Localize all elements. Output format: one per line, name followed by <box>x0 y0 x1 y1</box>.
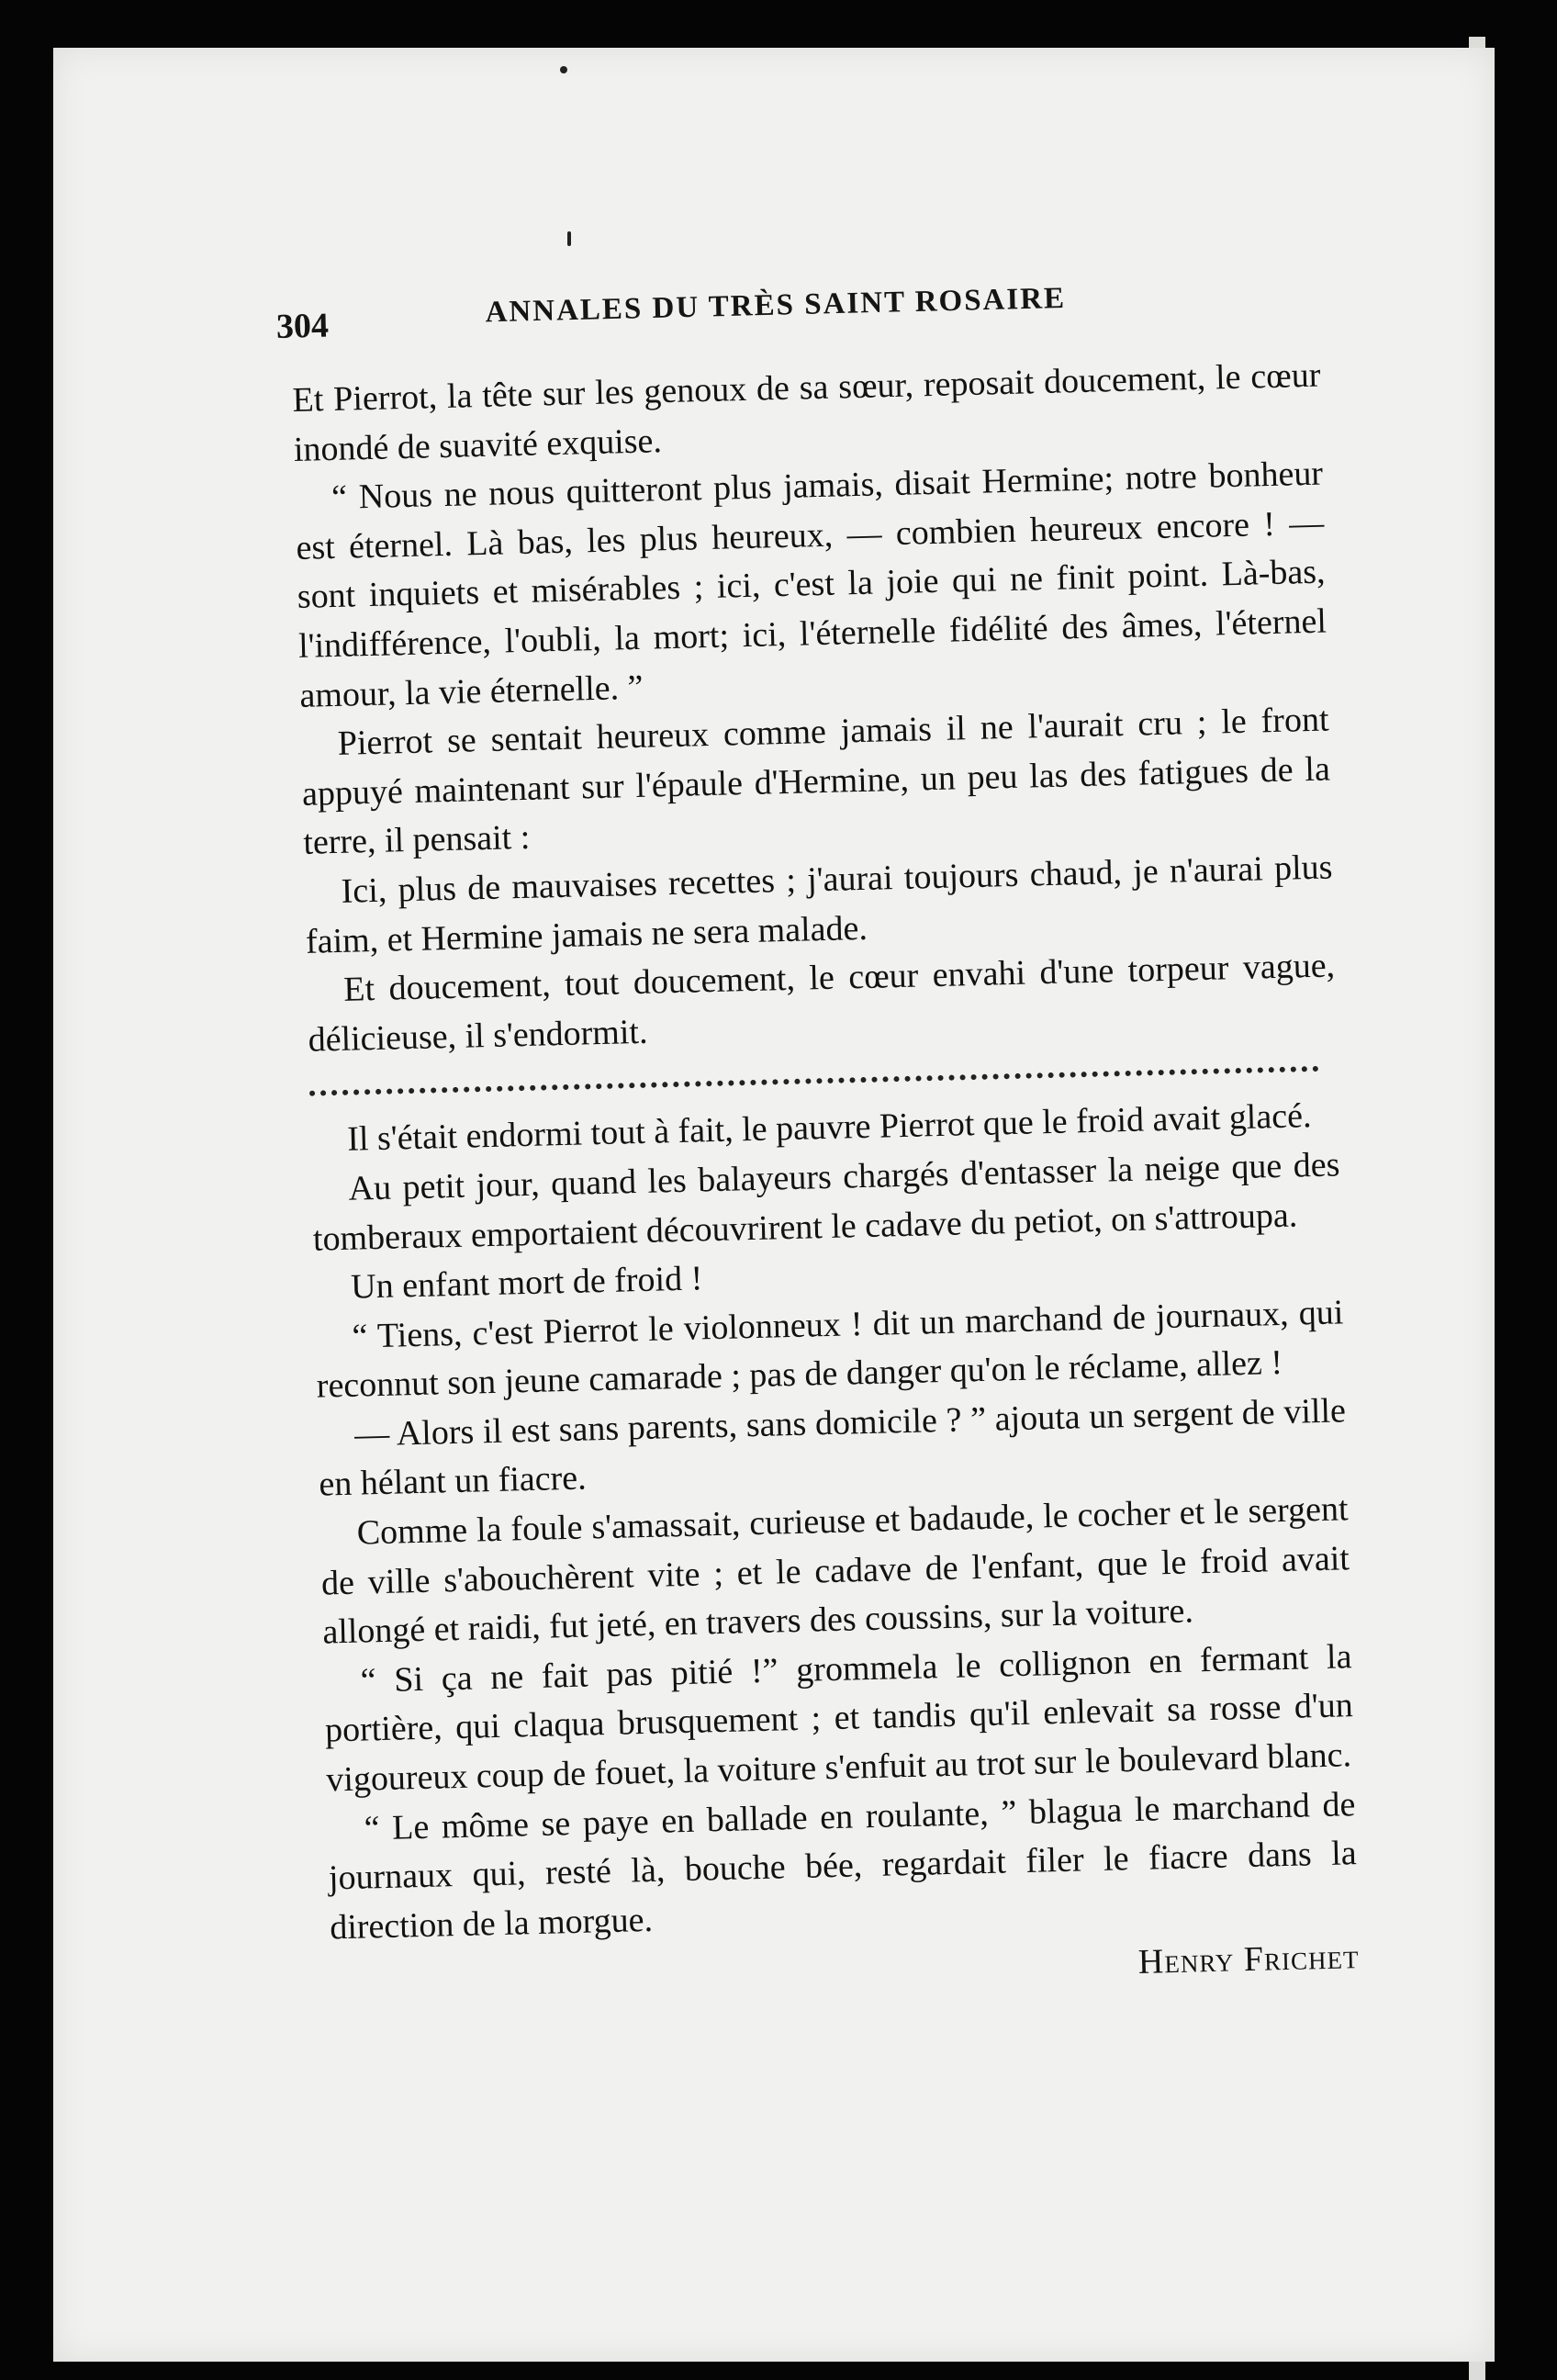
page-number: 304 <box>275 306 330 346</box>
paragraph: Au petit jour, quand les balayeurs chargés d'entasser la neige que des tomberaux emportaient découvrirent le cadave du petiot, on s'attroupa. <box>312 1145 1340 1259</box>
paragraph: “ Tiens, c'est Pierrot le violonneux ! dit un marchand de journaux, qui reconnut son jeune camarade ; pas de danger qu'on le réclame, allez ! <box>316 1293 1344 1406</box>
ink-speck <box>560 66 567 73</box>
scan-border <box>1495 0 1557 2380</box>
paragraph: “ Si ça ne fait pas pitié !” grommela le collignon en fermant la portière, qui claqua brusquement ; et tandis qu'il enlevait sa rosse d'un vigoureux coup de fouet, la voiture s'enfuit au trot sur le boulevard blanc. <box>324 1637 1354 1800</box>
paragraph: Comme la foule s'amassait, curieuse et badaude, le cocher et le sergent de ville s'abouchèrent vite ; et le cadave de l'enfant, que le froid avait allongé et raidi, fut jeté, en travers des coussins, sur la voiture. <box>320 1489 1350 1652</box>
paragraph: “ Le môme se paye en ballade en roulante, ” blagua le marchand de journaux qui, resté là, bouche bée, regardait filer le fiacre dans la direction de la morgue. <box>328 1784 1358 1948</box>
paragraph: — Alors il est sans parents, sans domicile ? ” ajouta un sergent de ville en hélant un fiacre. <box>318 1391 1347 1505</box>
paragraph: “ Nous ne nous quitteront plus jamais, disait Hermine; notre bonheur est éternel. Là bas, les plus heureux, — combien heureux encore ! — sont inquiets et misérables ; ici, c'est la joie qui ne finit point. Là-bas, l'indifférence, l'oubli, la mort; ici, l'éternelle fidélité des âmes, l'éternel amour, la vie éternelle. ” <box>296 454 1327 715</box>
paragraph: Ici, plus de mauvaises recettes ; j'aurai toujours chaud, je n'aurai plus faim, et Hermine jamais ne sera malade. <box>305 848 1333 961</box>
author-signature: Henry Frichet <box>1137 1937 1360 1982</box>
body-text <box>292 352 1360 2008</box>
paragraph: Et doucement, tout doucement, le cœur envahi d'une torpeur vague, délicieuse, il s'endormit. <box>308 946 1336 1060</box>
ink-speck <box>567 231 571 246</box>
running-title: ANNALES DU TRÈS SAINT ROSAIRE <box>485 281 1067 330</box>
paragraph: Un enfant mort de froid ! <box>350 1259 703 1307</box>
paragraph: Il s'était endormi tout à fait, le pauvre Pierrot que le froid avait glacé. <box>346 1096 1312 1160</box>
paragraph: Pierrot se sentait heureux comme jamais il ne l'aurait cru ; le front appuyé maintenant sur l'épaule d'Hermine, un peu las des fatigues de la terre, il pensait : <box>301 700 1331 863</box>
paragraph: Et Pierrot, la tête sur les genoux de sa sœur, reposait doucement, le cœur inondé de suavité exquise. <box>292 355 1321 469</box>
